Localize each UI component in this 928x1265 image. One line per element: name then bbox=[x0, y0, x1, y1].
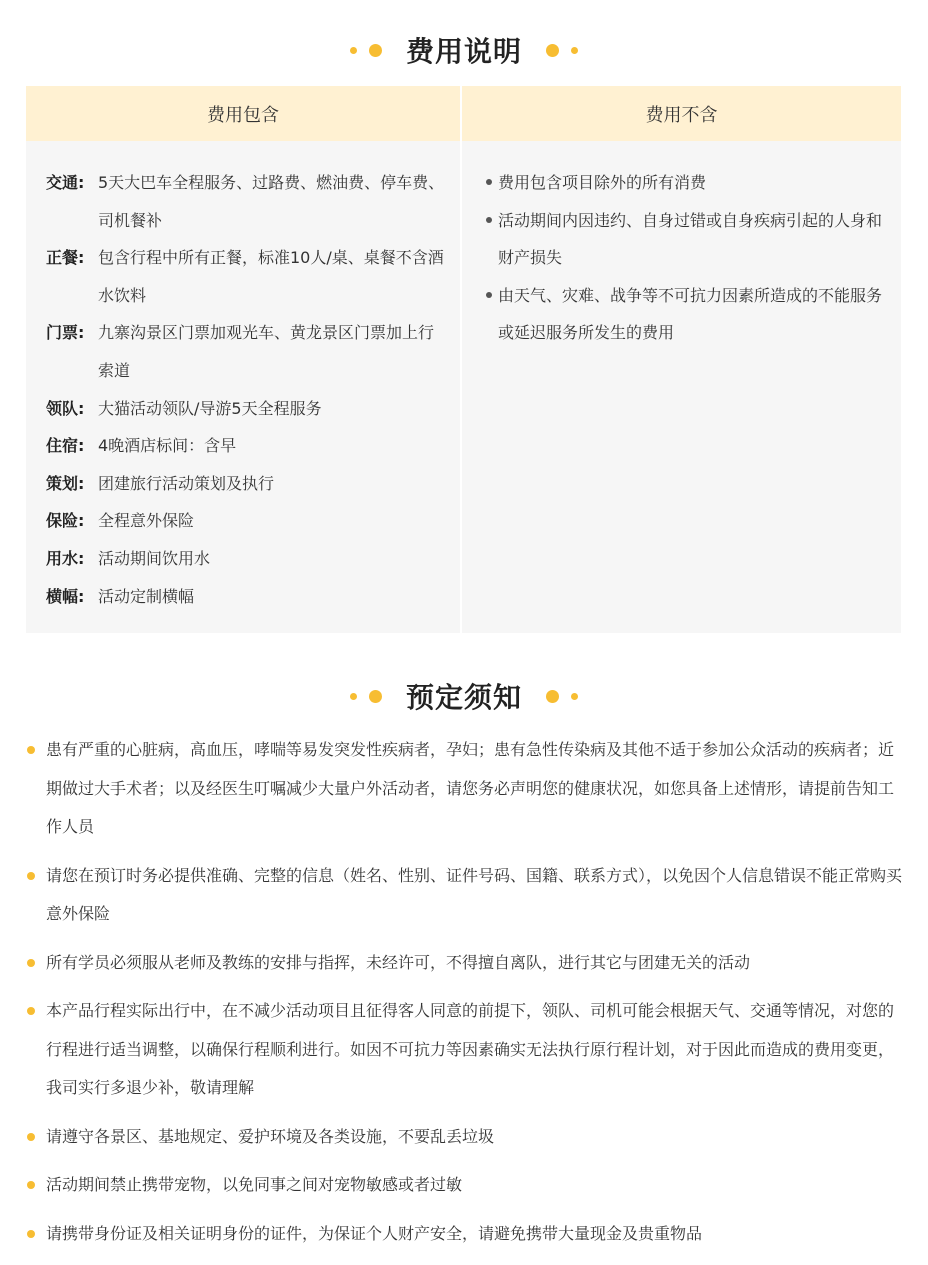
fee-item-text: 九寨沟景区门票加观光车、黄龙景区门票加上行索道 bbox=[98, 323, 435, 380]
bullet-dot-icon bbox=[26, 857, 46, 934]
notice-item-text: 请您在预订时务必提供准确、完整的信息（姓名、性别、证件号码、国籍、联系方式），以免因个人信息错误不能正常购买意外保险 bbox=[46, 865, 903, 923]
notice-item-text: 患有严重的心脏病，高血压，哮喘等易发突发性疾病者，孕妇；患有急性传染病及其他不适于参加公众活动的疾病者；近期做过大手术者；以及经医生叮嘱减少大量户外活动者，请您务必声明您的健康状况，如您具备上述情形，请提前告知工作人员 bbox=[46, 740, 895, 836]
fee-item-label: 策划: bbox=[46, 473, 85, 493]
title-dots-left bbox=[350, 44, 382, 57]
fee-item-text: 团建旅行活动策划及执行 bbox=[98, 473, 275, 493]
fee-included-item bbox=[46, 164, 446, 239]
fee-item-label: 交通: bbox=[46, 173, 85, 192]
notice-item-text: 本产品行程实际出行中，在不减少活动项目且征得客人同意的前提下，领队、司机可能会根据天气、交通等情况，对您的行程进行适当调整，以确保行程顺利进行。如因不可抗力等因素确实无法执行原行程计划，对于因此而造成的费用变更，我司实行多退少补，敬请理解 bbox=[46, 1001, 895, 1097]
notice-title: 预定须知 bbox=[405, 681, 522, 714]
fee-item-label: 住宿: bbox=[46, 436, 85, 456]
fee-item-label: 门票: bbox=[46, 323, 85, 343]
notice-item bbox=[26, 1118, 902, 1157]
notice-item bbox=[26, 1215, 902, 1254]
fee-item-text: 包含行程中所有正餐，标准10人/桌、桌餐不含酒水饮料 bbox=[98, 248, 444, 305]
fee-excluded-item bbox=[484, 164, 889, 202]
fee-included-item bbox=[46, 390, 446, 428]
bullet-dot-icon bbox=[26, 944, 46, 983]
title-dots-right bbox=[546, 690, 578, 703]
fee-included-item bbox=[46, 578, 446, 616]
fee-excluded-header: 费用不含 bbox=[462, 86, 901, 141]
notice-item bbox=[26, 857, 902, 934]
fee-table bbox=[26, 86, 901, 633]
bullet-dot-icon bbox=[26, 1166, 46, 1205]
fee-item-label: 正餐: bbox=[46, 248, 85, 268]
fee-item-text: 活动期间饮用水 bbox=[98, 548, 211, 568]
notice-item bbox=[26, 731, 902, 847]
fee-excluded-text: 由天气、灾难、战争等不可抗力因素所造成的不能服务或延迟服务所发生的费用 bbox=[498, 285, 883, 343]
fee-item-label: 横幅: bbox=[46, 586, 85, 606]
bullet-dot-icon bbox=[26, 992, 46, 1108]
fee-included-header: 费用包含 bbox=[26, 86, 460, 141]
fee-item-text: 全程意外保险 bbox=[98, 511, 195, 531]
fee-excluded-item bbox=[484, 202, 889, 277]
fee-included-list bbox=[46, 164, 446, 615]
title-dots-left bbox=[350, 690, 382, 703]
fee-included-item bbox=[46, 540, 446, 578]
fee-included-item bbox=[46, 502, 446, 540]
fee-item-label: 用水: bbox=[46, 548, 85, 568]
notice-item-text: 所有学员必须服从老师及教练的安排与指挥，未经许可，不得擅自离队，进行其它与团建无关的活动 bbox=[46, 952, 751, 972]
fee-title: 费用说明 bbox=[405, 35, 522, 68]
notice-section-title bbox=[0, 676, 928, 716]
bullet-dot-icon bbox=[26, 731, 46, 847]
fee-item-text: 4晚酒店标间：含早 bbox=[98, 436, 237, 456]
bullet-dot-icon bbox=[484, 202, 498, 277]
notice-item bbox=[26, 1166, 902, 1205]
notice-item-text: 请携带身份证及相关证明身份的证件，为保证个人财产安全，请避免携带大量现金及贵重物品 bbox=[46, 1223, 703, 1243]
fee-section-title bbox=[0, 30, 928, 70]
fee-excluded-item bbox=[484, 277, 889, 352]
fee-item-text: 大猫活动领队/导游5天全程服务 bbox=[98, 398, 322, 418]
fee-included-item bbox=[46, 239, 446, 314]
fee-item-text: 活动定制横幅 bbox=[98, 586, 195, 606]
bullet-dot-icon bbox=[484, 277, 498, 352]
fee-included-item bbox=[46, 314, 446, 389]
fee-included-column bbox=[26, 86, 460, 633]
bullet-dot-icon bbox=[26, 1118, 46, 1157]
fee-excluded-text: 活动期间内因违约、自身过错或自身疾病引起的人身和财产损失 bbox=[498, 210, 883, 268]
fee-excluded-text: 费用包含项目除外的所有消费 bbox=[498, 173, 707, 192]
notice-item-text: 活动期间禁止携带宠物，以免同事之间对宠物敏感或者过敏 bbox=[46, 1175, 463, 1194]
fee-item-label: 领队: bbox=[46, 398, 85, 418]
notice-item bbox=[26, 944, 902, 983]
notice-list bbox=[26, 731, 902, 1263]
notice-item-text: 请遵守各景区、基地规定、爱护环境及各类设施，不要乱丢垃圾 bbox=[46, 1126, 495, 1146]
bullet-dot-icon bbox=[484, 164, 498, 202]
fee-excluded-list bbox=[484, 164, 889, 352]
bullet-dot-icon bbox=[26, 1215, 46, 1254]
fee-included-item bbox=[46, 427, 446, 465]
fee-item-label: 保险: bbox=[46, 511, 85, 531]
fee-item-text: 5天大巴车全程服务、过路费、燃油费、停车费、司机餐补 bbox=[98, 173, 445, 230]
notice-item bbox=[26, 992, 902, 1108]
fee-excluded-column bbox=[462, 86, 901, 633]
title-dots-right bbox=[546, 44, 578, 57]
fee-included-item bbox=[46, 465, 446, 503]
